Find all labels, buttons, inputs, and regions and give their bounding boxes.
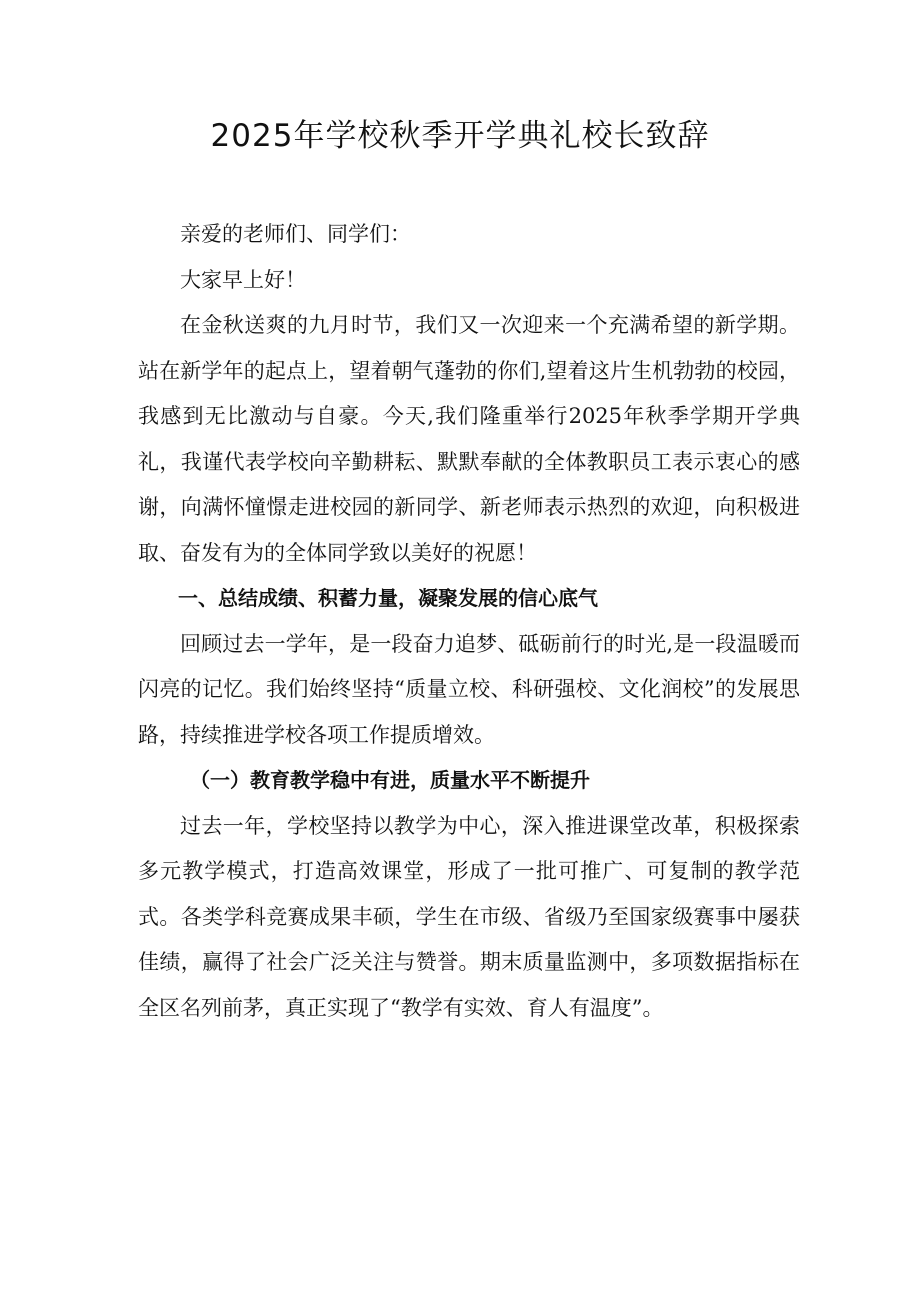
subsection-paragraph-1: 过去一年，学校坚持以教学为中心，深入推进课堂改革，积极探索多元教学模式，打造高效课堂，形成了一批可推广、可复制的教学范式。各类学科竞赛成果丰硕，学生在市级、省级乃至国家级赛事中屡获佳绩，赢得了社会广泛关注与赞誉。期末质量监测中，多项数据指标在全区名列前茅，真正实现了“教学有实效、育人有温度”。: [138, 813, 800, 1020]
greeting: 大家早上好！: [180, 267, 306, 292]
document-title: 2025年学校秋季开学典礼校长致辞: [210, 118, 710, 154]
intro-paragraph: 在金秋送爽的九月时节，我们又一次迎来一个充满希望的新学期。站在新学年的起点上，望着朝气蓬勃的你们,望着这片生机勃勃的校园，我感到无比激动与自豪。今天,我们隆重举行2025年秋季学期开学典礼，我谨代表学校向辛勤耕耘、默默奉献的全体教职员工表示衷心的感谢，向满怀憧憬走进校园的新同学、新老师表示热烈的欢迎，向积极进取、奋发有为的全体同学致以美好的祝愿！: [138, 313, 800, 565]
section-paragraph-1: 回顾过去一学年，是一段奋力追梦、砥砺前行的时光,是一段温暖而闪亮的记忆。我们始终坚持“质量立校、科研强校、文化润校”的发展思路，持续推进学校各项工作提质增效。: [138, 631, 800, 747]
salutation: 亲爱的老师们、同学们：: [180, 222, 411, 246]
subsection-heading-1: （一）教育教学稳中有进，质量水平不断提升: [190, 768, 590, 792]
section-heading-1: 一、总结成绩、积蓄力量，凝聚发展的信心底气: [178, 586, 598, 610]
document-body: [138, 212, 800, 1031]
